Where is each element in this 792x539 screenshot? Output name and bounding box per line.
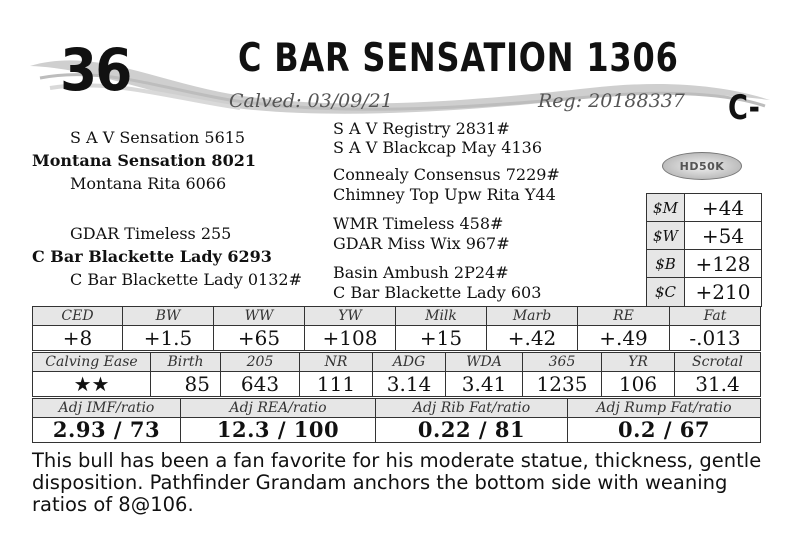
perf-value: 1235 [536, 372, 588, 396]
pedigree-third-gen-4: Chimney Top Upw Rita Y44 [333, 185, 556, 204]
perf-value: 643 [240, 372, 280, 396]
ultrasound-value: 0.22 / 81 [417, 417, 526, 442]
index-value: +210 [695, 280, 751, 304]
pedigree-third-gen-2: S A V Blackcap May 4136 [333, 138, 542, 157]
perf-cell-birth [151, 353, 221, 396]
epd-header: CED [33, 307, 122, 326]
epd-header: YW [305, 307, 395, 326]
calving-ease-stars: ★★ [73, 372, 110, 396]
calved-date: Calved: 03/09/21 [229, 90, 393, 112]
grade-label: C- [728, 88, 760, 128]
perf-header: 365 [523, 353, 601, 372]
perf-header: YR [602, 353, 674, 372]
perf-cell-365 [523, 353, 602, 396]
perf-cell-adg [373, 353, 446, 396]
pedigree-third-gen-8: C Bar Blackette Lady 603 [333, 283, 542, 302]
pedigree-third-gen-7: Basin Ambush 2P24# [333, 263, 509, 282]
epd-cell-ced [33, 307, 123, 350]
pedigree-third-gen-3: Connealy Consensus 7229# [333, 165, 560, 184]
perf-value: 3.14 [386, 372, 432, 396]
perf-value: 111 [316, 372, 356, 396]
perf-header: ADG [373, 353, 445, 372]
ultrasound-header: Adj IMF/ratio [33, 399, 180, 418]
perf-value: 106 [618, 372, 658, 396]
pedigree-dam-sire: GDAR Timeless 255 [70, 224, 232, 243]
index-row [647, 250, 761, 278]
ultrasound-value: 2.93 / 73 [52, 417, 161, 442]
perf-cell-nr [300, 353, 373, 396]
perf-header: Birth [151, 353, 220, 372]
index-value: +54 [701, 223, 745, 248]
ultrasound-value: 12.3 / 100 [216, 417, 340, 442]
perf-header: Calving Ease [33, 353, 150, 372]
epd-value: +108 [322, 326, 378, 350]
index-row [647, 278, 761, 306]
pedigree-third-gen-1: S A V Registry 2831# [333, 119, 510, 138]
perf-cell-yr [602, 353, 675, 396]
epd-cell-fat [670, 307, 760, 350]
pedigree-sire: Montana Sensation 8021 [32, 151, 256, 170]
ultrasound-value: 0.2 / 67 [617, 417, 711, 442]
perf-header: Scrotal [675, 353, 760, 372]
pedigree-sire-sire: S A V Sensation 5615 [70, 128, 246, 147]
epd-header: WW [214, 307, 304, 326]
epd-value: +8 [62, 326, 93, 350]
index-label: $M [647, 194, 685, 221]
epd-cell-milk [396, 307, 487, 350]
description-text: This bull has been a fan favorite for his moderate statue, thickness, gentle disposition. Pathfinder Grandam anchors the bottom side with weaning ratios of 8@106. [32, 449, 762, 516]
perf-value: 85 [184, 372, 210, 396]
epd-cell-bw [123, 307, 214, 350]
perf-cell-calving-ease [33, 353, 151, 396]
index-label: $W [647, 222, 685, 249]
perf-header: WDA [446, 353, 522, 372]
epd-table [32, 306, 761, 351]
lot-number: 36 [60, 36, 131, 104]
ultrasound-table [32, 398, 761, 443]
ultrasound-header: Adj Rib Fat/ratio [376, 399, 567, 418]
index-value: +44 [701, 195, 745, 220]
ultrasound-cell-imf [33, 399, 181, 442]
index-row [647, 222, 761, 250]
pedigree-dam: C Bar Blackette Lady 6293 [32, 247, 272, 266]
epd-header: Fat [670, 307, 760, 326]
genomic-badge [662, 152, 742, 180]
animal-name: C BAR SENSATION 1306 [238, 36, 679, 81]
perf-cell-wda [446, 353, 523, 396]
epd-value: +1.5 [143, 326, 193, 350]
epd-header: BW [123, 307, 213, 326]
epd-value: -.013 [689, 326, 741, 350]
index-label: $C [647, 278, 685, 306]
epd-value: +65 [237, 326, 281, 350]
ultrasound-header: Adj REA/ratio [181, 399, 375, 418]
genomic-badge-label: HD50K [679, 159, 725, 173]
epd-header: Marb [487, 307, 577, 326]
perf-value: 31.4 [695, 372, 740, 396]
ultrasound-cell-rea [181, 399, 376, 442]
perf-cell-205 [221, 353, 300, 396]
index-table [646, 193, 762, 307]
epd-cell-yw [305, 307, 396, 350]
pedigree-dam-dam: C Bar Blackette Lady 0132# [70, 270, 302, 289]
index-row [647, 194, 761, 222]
epd-value: +.49 [599, 326, 648, 350]
epd-cell-ww [214, 307, 305, 350]
epd-header: RE [578, 307, 669, 326]
perf-value: 3.41 [461, 372, 507, 396]
index-label: $B [647, 250, 685, 277]
perf-header: NR [300, 353, 372, 372]
epd-value: +15 [419, 326, 463, 350]
index-value: +128 [695, 251, 751, 276]
perf-header: 205 [221, 353, 299, 372]
epd-value: +.42 [507, 326, 557, 350]
epd-header: Milk [396, 307, 486, 326]
registration-number: Reg: 20188337 [538, 90, 685, 112]
epd-cell-re [578, 307, 670, 350]
pedigree-third-gen-5: WMR Timeless 458# [333, 214, 504, 233]
pedigree-sire-dam: Montana Rita 6066 [70, 174, 227, 193]
perf-cell-scrotal [675, 353, 760, 396]
ultrasound-cell-rump-fat [568, 399, 760, 442]
epd-cell-marb [487, 307, 578, 350]
performance-table [32, 352, 761, 397]
pedigree-third-gen-6: GDAR Miss Wix 967# [333, 234, 510, 253]
ultrasound-header: Adj Rump Fat/ratio [568, 399, 760, 418]
ultrasound-cell-rib-fat [376, 399, 568, 442]
